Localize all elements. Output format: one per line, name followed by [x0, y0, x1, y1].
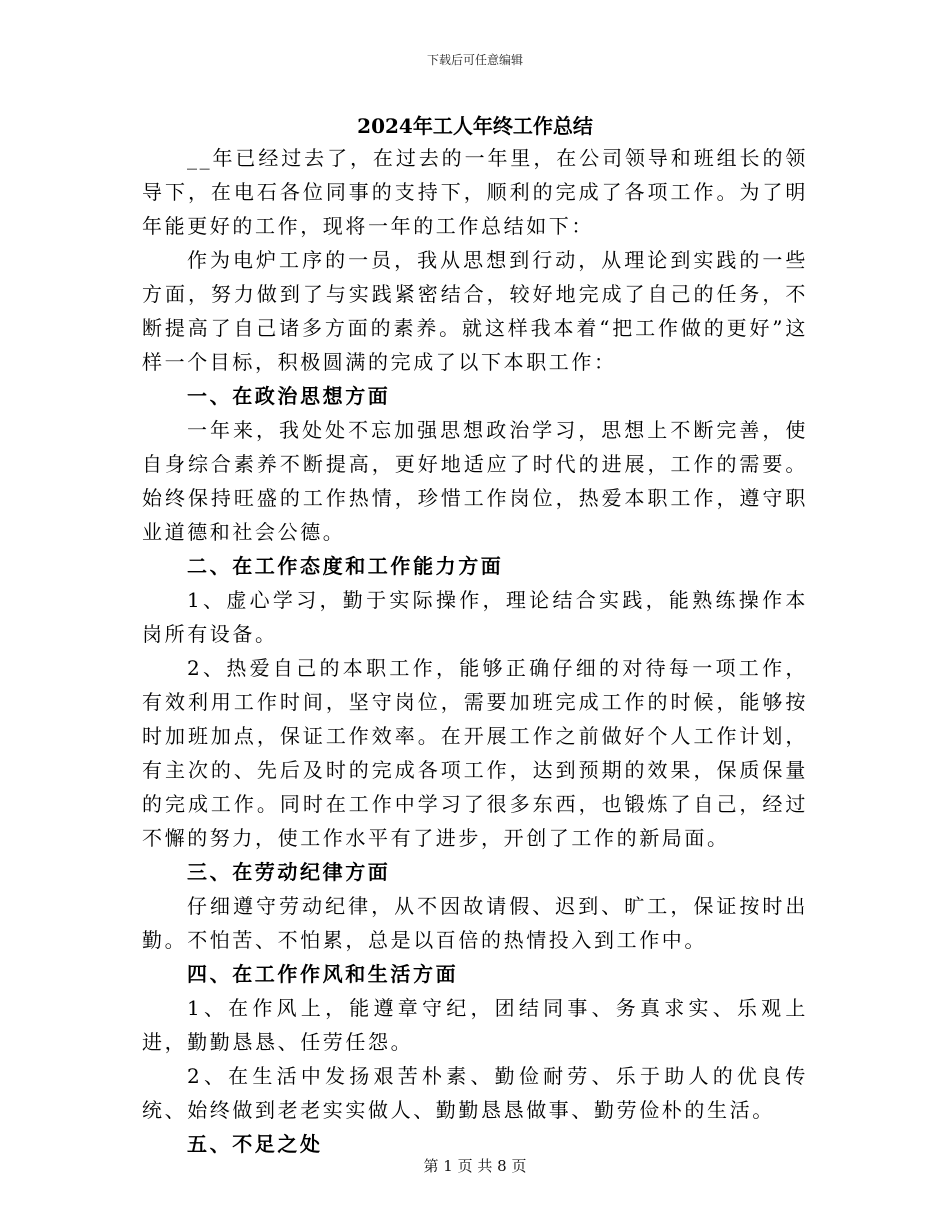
attitude-item-1: 1、虚心学习，勤于实际操作，理论结合实践，能熟练操作本岗所有设备。 [142, 588, 808, 646]
section-heading-political: 一、在政治思想方面 [187, 384, 391, 408]
section-heading-style: 四、在工作作风和生活方面 [187, 962, 459, 986]
discipline-paragraph: 仔细遵守劳动纪律，从不因故请假、迟到、旷工，保证按时出勤。不怕苦、不怕累，总是以百倍的热情投入到工作中。 [142, 894, 808, 952]
document-title: 2024年工人年终工作总结 [357, 114, 593, 138]
page-header-note: 下载后可任意编辑 [426, 53, 523, 67]
document-body [142, 141, 808, 1161]
style-item-2: 2、在生活中发扬艰苦朴素、勤俭耐劳、乐于助人的优良传统、始终做到老老实实做人、勤勤恳恳做事、勤劳俭朴的生活。 [142, 1064, 808, 1122]
section-heading-shortcomings: 五、不足之处 [187, 1132, 323, 1156]
section-heading-discipline: 三、在劳动纪律方面 [187, 860, 391, 884]
intro-paragraph: __年已经过去了，在过去的一年里，在公司领导和班组长的领导下，在电石各位同事的支持下，顺利的完成了各项工作。为了明年能更好的工作，现将一年的工作总结如下： [142, 146, 808, 238]
political-paragraph: 一年来，我处处不忘加强思想政治学习，思想上不断完善，使自身综合素养不断提高，更好地适应了时代的进展，工作的需要。始终保持旺盛的工作热情，珍惜工作岗位，热爱本职工作，遵守职业道德和社会公德。 [142, 418, 808, 544]
overview-paragraph: 作为电炉工序的一员，我从思想到行动，从理论到实践的一些方面，努力做到了与实践紧密结合，较好地完成了自己的任务，不断提高了自己诸多方面的素养。就这样我本着“把工作做的更好”这样一个目标，积极圆满的完成了以下本职工作： [142, 248, 808, 374]
page-number: 第 1 页 共 8 页 [423, 1157, 527, 1175]
section-heading-attitude: 二、在工作态度和工作能力方面 [187, 554, 504, 578]
attitude-item-2: 2、热爱自己的本职工作，能够正确仔细的对待每一项工作，有效利用工作时间，坚守岗位，需要加班完成工作的时候，能够按时加班加点，保证工作效率。在开展工作之前做好个人工作计划，有主次的、先后及时的完成各项工作，达到预期的效果，保质保量的完成工作。同时在工作中学习了很多东西，也锻炼了自己，经过不懈的努力，使工作水平有了进步，开创了工作的新局面。 [142, 656, 808, 850]
style-item-1: 1、在作风上，能遵章守纪，团结同事、务真求实、乐观上进，勤勤恳恳、任劳任怨。 [142, 996, 808, 1054]
